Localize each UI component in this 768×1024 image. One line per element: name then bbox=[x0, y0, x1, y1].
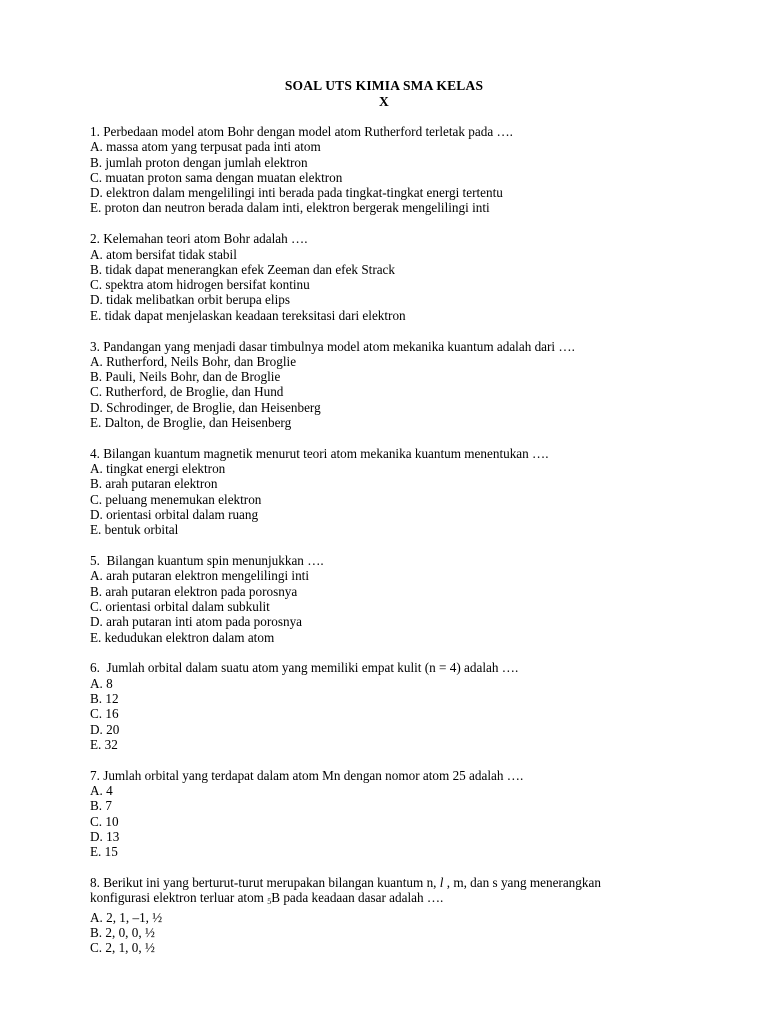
answer-option: C. muatan proton sama dengan muatan elektron bbox=[90, 169, 343, 185]
answer-option: A. massa atom yang terpusat pada inti atom bbox=[90, 139, 321, 155]
question-container bbox=[90, 124, 720, 859]
atomic-number-subscript: 5 bbox=[267, 897, 272, 907]
question-text: 2. Kelemahan teori atom Bohr adalah …. bbox=[90, 231, 308, 247]
answer-option: D. tidak melibatkan orbit berupa elips bbox=[90, 292, 290, 308]
answer-option: C. 16 bbox=[90, 706, 119, 722]
question-8-text-part: , m, dan s yang menerangkan bbox=[443, 874, 601, 890]
question-5 bbox=[90, 553, 720, 645]
answer-option: B. tidak dapat menerangkan efek Zeeman dan efek Strack bbox=[90, 261, 396, 277]
answer-option: B. 2, 0, 0, ½ bbox=[90, 924, 155, 940]
answer-option: C. 10 bbox=[90, 813, 119, 829]
question-list bbox=[90, 124, 720, 971]
question-1 bbox=[90, 124, 720, 216]
answer-option: E. proton dan neutron berada dalam inti, elektron bergerak mengelilingi inti bbox=[90, 200, 490, 216]
question-3 bbox=[90, 339, 720, 431]
answer-option: A. tingkat energi elektron bbox=[90, 461, 226, 477]
answer-option: B. Pauli, Neils Bohr, dan de Broglie bbox=[90, 369, 281, 385]
answer-option: D. elektron dalam mengelilingi inti berada pada tingkat-tingkat energi tertentu bbox=[90, 185, 503, 201]
answer-option: C. 2, 1, 0, ½ bbox=[90, 940, 155, 956]
answer-option: E. Dalton, de Broglie, dan Heisenberg bbox=[90, 415, 292, 431]
answer-option: E. tidak dapat menjelaskan keadaan tereksitasi dari elektron bbox=[90, 307, 406, 323]
question-2 bbox=[90, 231, 720, 323]
answer-option: E. bentuk orbital bbox=[90, 522, 179, 538]
answer-option: C. orientasi orbital dalam subkulit bbox=[90, 599, 270, 615]
quantum-symbol-l: l bbox=[439, 874, 444, 890]
question-4 bbox=[90, 446, 720, 538]
document-title bbox=[0, 78, 768, 109]
answer-option: C. spektra atom hidrogen bersifat kontinu bbox=[90, 277, 310, 293]
answer-option: E. 32 bbox=[90, 736, 118, 752]
title-line-1: SOAL UTS KIMIA SMA KELAS bbox=[284, 78, 484, 93]
question-text: 7. Jumlah orbital yang terdapat dalam atom Mn dengan nomor atom 25 adalah …. bbox=[90, 767, 524, 783]
answer-option: B. arah putaran elektron pada porosnya bbox=[90, 583, 298, 599]
answer-option: A. 4 bbox=[90, 782, 113, 798]
answer-option: B. jumlah proton dengan jumlah elektron bbox=[90, 154, 308, 170]
question-8-text-part: 8. Berikut ini yang berturut-turut merupakan bilangan kuantum n, bbox=[90, 874, 440, 890]
answer-option: A. atom bersifat tidak stabil bbox=[90, 246, 237, 262]
answer-option: D. 13 bbox=[90, 828, 120, 844]
answer-option: A. arah putaran elektron mengelilingi inti bbox=[90, 568, 309, 584]
answer-option: A. 2, 1, –1, ½ bbox=[90, 909, 163, 925]
answer-option: B. 7 bbox=[90, 798, 112, 814]
answer-option: A. 8 bbox=[90, 675, 113, 691]
answer-option: D. Schrodinger, de Broglie, dan Heisenberg bbox=[90, 399, 321, 415]
answer-option: D. 20 bbox=[90, 721, 120, 737]
question-8-text-part: B pada keadaan dasar adalah …. bbox=[271, 890, 444, 906]
question-text: 5. Bilangan kuantum spin menunjukkan …. bbox=[90, 553, 324, 569]
answer-option: B. 12 bbox=[90, 691, 119, 706]
question-text: 4. Bilangan kuantum magnetik menurut teori atom mekanika kuantum menentukan …. bbox=[90, 445, 549, 461]
question-8-text bbox=[90, 875, 720, 910]
answer-option: C. Rutherford, de Broglie, dan Hund bbox=[90, 384, 284, 400]
question-text: 1. Perbedaan model atom Bohr dengan model atom Rutherford terletak pada …. bbox=[90, 124, 513, 139]
answer-option: A. Rutherford, Neils Bohr, dan Broglie bbox=[90, 353, 297, 369]
answer-option: E. kedudukan elektron dalam atom bbox=[90, 629, 275, 645]
question-text: 6. Jumlah orbital dalam suatu atom yang memiliki empat kulit (n = 4) adalah …. bbox=[90, 660, 519, 676]
answer-option: D. arah putaran inti atom pada porosnya bbox=[90, 614, 303, 630]
title-line-2: X bbox=[379, 93, 389, 109]
question-text: 3. Pandangan yang menjadi dasar timbulnya model atom mekanika kuantum adalah dari …. bbox=[90, 338, 575, 354]
answer-option: D. orientasi orbital dalam ruang bbox=[90, 507, 259, 523]
question-8-text-part: konfigurasi elektron terluar atom bbox=[90, 890, 268, 906]
answer-option: E. 15 bbox=[90, 844, 118, 860]
question-7 bbox=[90, 768, 720, 860]
question-8 bbox=[90, 875, 720, 955]
answer-option: C. peluang menemukan elektron bbox=[90, 491, 262, 507]
answer-option: B. arah putaran elektron bbox=[90, 476, 218, 492]
question-6 bbox=[90, 660, 720, 752]
